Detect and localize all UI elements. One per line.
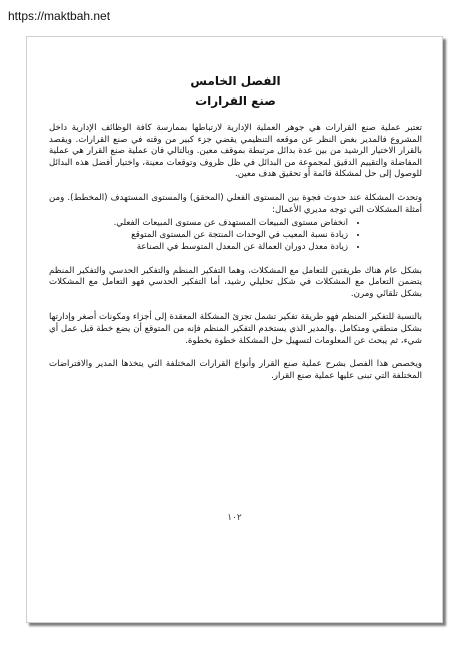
- list-item: • زيادة نسبة المعيب في الوحدات المنتجة عن المستوى المتوقع: [49, 230, 348, 242]
- paragraph-thinking-methods: بشكل عام هناك طريقتين للتعامل مع المشكلات، وهما التفكير المنظم والتفكير الحدسي والتفكير المنظم يتضمن التعامل مع المشكلات في شكل تحليلي رشيد، أما التفكير الحدسي فهو التعامل مع المشكلات بشكل تلقائي ومرن.: [49, 265, 422, 299]
- site-watermark: https://maktbah.net: [8, 9, 111, 23]
- list-item: • انخفاض مستوى المبيعات المستهدف عن مستوى المبيعات الفعلي.: [49, 218, 348, 230]
- paragraph-systematic-thinking: بالنسبة للتفكير المنظم فهو طريقة تفكير تشمل تجزئ المشكلة المعقدة إلى أجزاء ومكونات أصغر وإدارتها بشكل منطقي ومتكامل .والمدير الذي يستخدم التفكير المنظم فإنه من المتوقع أن يضع خطة قبل عمل أي شيء، ثم يبحث عن المعلومات لتسهيل حل المشكلة خطوة بخطوة.: [49, 312, 422, 346]
- list-item: • زيادة معدل دوران العمالة عن المعدل المتوسط في الصناعة: [49, 242, 348, 254]
- chapter-label: الفصل الخامس: [190, 74, 281, 88]
- paragraph-chapter-scope: ويخصص هذا الفصل بشرح عملية صنع القرار وأنواع القرارات المختلفة التي يتخذها المدير والافتراضات المختلفة التي تبنى عليها عملية صنع القرار.: [49, 359, 422, 381]
- page-number: ١٠٢: [227, 513, 242, 523]
- page-content: [49, 73, 422, 394]
- problem-examples-list: [49, 218, 422, 253]
- paragraph-problem: وتحدث المشكلة عند حدوث فجوة بين المستوى الفعلي (المحقق) والمستوى المستهدف (المخطط). ومن أمثلة المشكلات التي توجه مديري الأعمال:: [49, 192, 422, 215]
- chapter-title: صنع القرارات: [195, 94, 276, 108]
- book-page: [26, 36, 443, 623]
- paragraph-intro: تعتبر عملية صنع القرارات هي جوهر العملية الإدارية لارتباطها بممارسة كافة الوظائف الإدارية داخل المشروع فالمدير بغض النظر عن موقعه التنظيمي يقضي جزء كبير من وقته في صنع القرارات. ويقصد بالقرار الاختيار الرشيد من بين عدة بدائل مرتبطة بموقف معين. وبالتالي فان عملية صنع القرار هي عملية المفاضلة والتقييم الدقيق لمجموعة من البدائل في ظل ظروف وتوقعات معينة، واختيار أفضل هذه البدائل للوصول إلى حل لمشكلة قائمة أو تحقيق هدف معين.: [49, 123, 422, 180]
